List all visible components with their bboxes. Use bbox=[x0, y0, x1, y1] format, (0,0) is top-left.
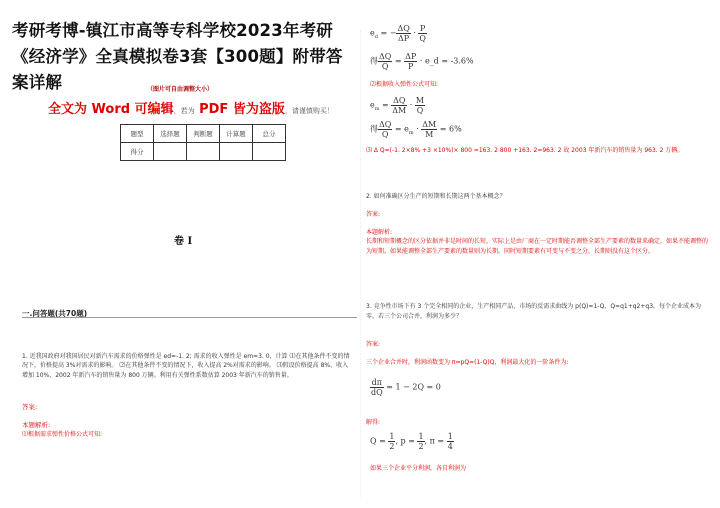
question-2-analysis: 长期和短期概念的区分依据并非是时间的长短，实际上是由厂商在一定时期能否调整全部生产要素的数量来确定。如果不能调整的为短期。如果能调整全部生产要素的数量则为长期。同时短期要素有可变与不变之分，长期则没有这个区分。 bbox=[366, 238, 709, 255]
formula-solution: Q = $\frac{1}{2}$ , p = $\frac{1}{2}$ , π = $\frac{1}{4}$ bbox=[370, 432, 453, 451]
question-1-answer-label: 答案: bbox=[22, 403, 38, 411]
score-header-choice: 选择题 bbox=[154, 125, 187, 143]
formula-price-suffix: · e_d = -3.6% bbox=[419, 56, 474, 66]
question-3-answer-label: 答案: bbox=[366, 341, 381, 348]
promo-connector: ，若为 bbox=[173, 107, 195, 115]
promo-pdf-pirated: PDF 皆为盗版 bbox=[199, 102, 285, 117]
question-1-text: 1. 近我国政府对我国居民对新汽车需求的价格弹性是 ed=-1. 2; 需求的收入弹性是 em=3. 0，计算 ⑴在其他条件不变的情况下，价格提高 3%对需求的影响。 ⑵在其他条件不变的情况下，收入提高 2%对需求的影响。 ⑶假设价格提高 8%，收入增加 10%，2002 年新汽车的销售量为 800 万辆。利用有关弹性系数估算 2003 年新汽车的销售量。 bbox=[22, 353, 350, 379]
formula-income-suffix: = 6% bbox=[439, 124, 462, 134]
formula-income-elasticity: $e_m$ = $\frac{\Delta Q}{\Delta M}$ · $\frac{M}{Q}$ bbox=[370, 96, 425, 115]
question-3-solution-label: 解得: bbox=[366, 419, 381, 426]
promo-warning: ，请谨慎购买！ bbox=[284, 107, 334, 115]
formula-first-order-condition: $\frac{d\pi}{dQ}$ = 1 − 2Q = 0 bbox=[371, 378, 441, 397]
image-resize-note: （图片可自由调整大小） bbox=[146, 86, 213, 93]
question-3-final-line: 如果三个企业平分利润，各自利润为 bbox=[370, 465, 467, 472]
question-2-text: 2. 如何准确区分生产的短期和长期这两个基本概念？ bbox=[366, 193, 506, 200]
score-table-header-row bbox=[121, 125, 286, 143]
calc-part-3: ⑶ Δ Q=(-1. 2×8% +3 ×10%)× 800 =163. 2 800 +163. 2=963. 2 故 2003 年新汽车的销售量为 963. 2 万辆。 bbox=[366, 147, 684, 154]
page-title: 考研考博-镇江市高等专科学校2023年考研《经济学》全真模拟卷3套【300题】附带答案详解 bbox=[12, 21, 343, 92]
promo-line bbox=[48, 98, 348, 117]
score-table-score-row bbox=[121, 143, 286, 161]
score-header-total: 总分 bbox=[253, 125, 286, 143]
volume-heading: 卷 I bbox=[174, 236, 193, 247]
question-1-analysis-label: 本题解析: bbox=[22, 421, 51, 429]
score-header-judge: 判断题 bbox=[187, 125, 220, 143]
formula-prefix: 得 bbox=[370, 56, 378, 66]
column-divider bbox=[360, 30, 361, 498]
question-1-analysis-line: ⑴根据需求弹性价格公式可知: bbox=[22, 431, 103, 438]
question-2-answer-label: 答案: bbox=[366, 211, 381, 218]
promo-word-editable: 全文为 Word 可编辑 bbox=[48, 102, 174, 117]
formula-price-result: 得 $\frac{\Delta Q}{Q}$ = $\frac{\Delta P}{P}$ · e_d = -3.6% bbox=[370, 52, 474, 71]
score-header-type: 题型 bbox=[121, 125, 154, 143]
section-heading: 一.问答题(共70题) bbox=[22, 309, 88, 318]
question-3-analysis-line: 三个企业合并时，利润函数变为 π=pQ=(1-Q)Q，利润最大化的一阶条件为: bbox=[366, 359, 569, 366]
income-elasticity-label: ⑵根据收入弹性公式可知: bbox=[370, 81, 439, 88]
score-row-label: 得分 bbox=[121, 143, 154, 161]
question-2-analysis-label: 本题解析: bbox=[366, 229, 393, 236]
section-divider bbox=[22, 317, 357, 318]
score-cell bbox=[187, 143, 220, 161]
score-cell bbox=[220, 143, 253, 161]
formula-price-elasticity: $e_d$ = − $\frac{\Delta Q}{\Delta P}$ · $\frac{P}{Q}$ bbox=[370, 24, 426, 43]
score-header-calc: 计算题 bbox=[220, 125, 253, 143]
score-cell bbox=[154, 143, 187, 161]
question-3-text: 3. 竞争性市场下有 3 个完全相同的企业，生产相同产品，市场的反需求曲线为 p(Q)=1-Q，Q=q1+q2+q3。每个企业成本为零。若三个公司合并，利润为多少？ bbox=[366, 303, 702, 320]
score-cell bbox=[253, 143, 286, 161]
formula-income-result: 得 $\frac{\Delta Q}{Q}$ = $e_m$ · $\frac{\Delta M}{M}$ = 6% bbox=[370, 120, 462, 139]
score-table bbox=[120, 124, 286, 161]
